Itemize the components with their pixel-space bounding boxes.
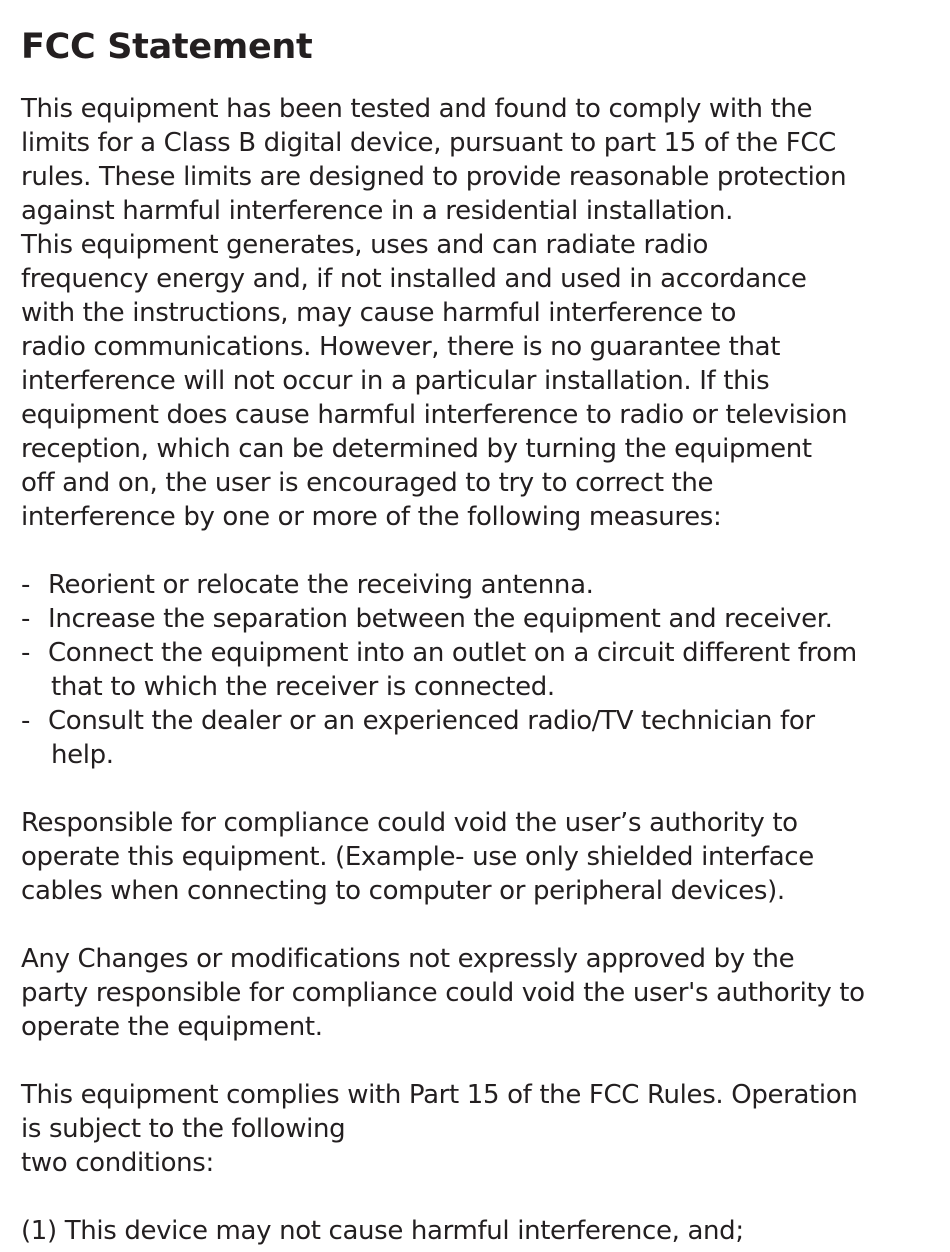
text-line: This equipment complies with Part 15 of the FCC Rules. Operation (21, 1080, 858, 1110)
text-line: cables when connecting to computer or peripheral devices). (21, 876, 785, 906)
text-line: (1) This device may not cause harmful interference, and; (21, 1216, 744, 1246)
paragraph-condition-one (21, 1214, 936, 1248)
text-line: interference by one or more of the following measures: (21, 502, 722, 532)
bullet-dash: - (21, 706, 31, 736)
bullet-line (21, 704, 936, 738)
paragraph-spacer (21, 1044, 936, 1078)
bullet-line (21, 636, 936, 670)
paragraph-spacer (21, 1180, 936, 1214)
paragraph-testing-compliance (21, 92, 936, 534)
text-line: This equipment has been tested and found to comply with the (21, 94, 813, 124)
paragraph-part15-conditions (21, 1078, 936, 1180)
text-line: off and on, the user is encouraged to try to correct the (21, 468, 714, 498)
paragraph-spacer (21, 534, 936, 568)
bullet-dash: - (21, 570, 31, 600)
text-line: reception, which can be determined by turning the equipment (21, 434, 812, 464)
text-line: with the instructions, may cause harmful interference to (21, 298, 737, 328)
text-line: Any Changes or modifications not expressly approved by the (21, 944, 795, 974)
list-item (21, 602, 936, 636)
text-line: is subject to the following (21, 1114, 346, 1144)
paragraph-responsible-compliance (21, 806, 936, 908)
bullet-continuation: that to which the receiver is connected. (51, 672, 555, 702)
text-line: radio communications. However, there is no guarantee that (21, 332, 781, 362)
text-line: operate the equipment. (21, 1012, 323, 1042)
text-line: against harmful interference in a residential installation. (21, 196, 734, 226)
list-item (21, 704, 936, 772)
list-item (21, 568, 936, 602)
bullet-dash: - (21, 638, 31, 668)
paragraph-spacer (21, 908, 936, 942)
measures-list (21, 568, 936, 772)
bullet-line (21, 602, 936, 636)
page-title: FCC Statement (21, 27, 313, 67)
text-line: This equipment generates, uses and can radiate radio (21, 230, 708, 260)
text-line: equipment does cause harmful interference to radio or television (21, 400, 848, 430)
bullet-text: Increase the separation between the equipment and receiver. (48, 604, 833, 634)
paragraph-spacer (21, 772, 936, 806)
bullet-continuation: help. (51, 740, 114, 770)
bullet-dash: - (21, 604, 31, 634)
text-line: frequency energy and, if not installed and used in accordance (21, 264, 807, 294)
list-item (21, 636, 936, 704)
text-line: operate this equipment. (Example- use only shielded interface (21, 842, 814, 872)
bullet-text: Connect the equipment into an outlet on a circuit different from (48, 638, 857, 668)
text-line: rules. These limits are designed to provide reasonable protection (21, 162, 847, 192)
text-line: party responsible for compliance could void the user's authority to (21, 978, 865, 1008)
text-line: limits for a Class B digital device, pursuant to part 15 of the FCC (21, 128, 836, 158)
bullet-text: Consult the dealer or an experienced radio/TV technician for (48, 706, 815, 736)
bullet-line (21, 568, 936, 602)
text-line: two conditions: (21, 1148, 214, 1178)
text-line: interference will not occur in a particular installation. If this (21, 366, 770, 396)
paragraph-changes-modifications (21, 942, 936, 1044)
bullet-text: Reorient or relocate the receiving antenna. (48, 570, 594, 600)
text-line: Responsible for compliance could void the user’s authority to (21, 808, 798, 838)
statement-body (21, 92, 936, 1248)
